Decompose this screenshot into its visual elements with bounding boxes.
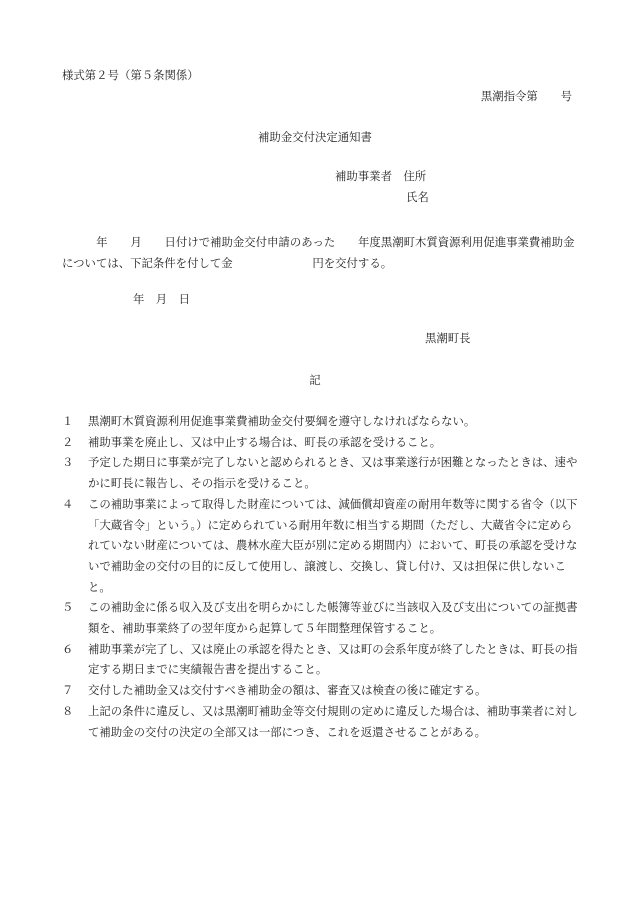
condition-text: 交付した補助金又は交付すべき補助金の額は、審査又は検査の後に確定する。 <box>88 683 487 698</box>
condition-text: この補助事業によって取得した財産については、減価償却資産の耐用年数等に関する省令（以下「大蔵省令」という。）に定められている耐用年数に相当する期間（ただし、大蔵省令に定められていない財産については、農林水産大臣が別に定める期間内）において、町長の承認を受けないで補助金の交付の目的に反して使用し、譲渡し、交換し、貸し付け、又は担保に供しないこと。 <box>88 496 578 594</box>
condition-text: 補助事業を廃止し、又は中止する場合は、町長の承認を受けること。 <box>88 434 442 449</box>
condition-text: 上記の条件に違反し、又は黒潮町補助金等交付規則の定めに違反した場合は、補助事業者に対して補助金の交付の決定の全部又は一部につき、これを返還させることがある。 <box>88 703 578 739</box>
document-number: 黒潮指令第 号 <box>480 89 572 103</box>
condition-item <box>62 411 582 432</box>
condition-item <box>62 680 582 701</box>
condition-item <box>62 452 582 493</box>
conditions-list <box>62 411 582 742</box>
recipient-label: 補助事業者 <box>335 169 392 183</box>
condition-number: ８ <box>62 703 74 718</box>
condition-text: この補助金に係る収入及び支出を明らかにした帳簿等並びに当該収入及び支出についての証拠書類を、補助事業終了の翌年度から起算して５年間整理保管すること。 <box>88 600 578 636</box>
recipient-address-line <box>335 170 426 184</box>
condition-number: ３ <box>62 455 74 470</box>
condition-item <box>62 432 582 453</box>
ki-heading: 記 <box>309 373 321 387</box>
condition-number: ５ <box>62 600 74 615</box>
condition-number: ４ <box>62 496 74 511</box>
condition-item <box>62 597 582 638</box>
condition-text: 補助事業が完了し、又は廃止の承認を得たとき、又は町の会系年度が終了したときは、町長の指定する期日までに実績報告書を提出すること。 <box>88 641 578 677</box>
body-paragraph: 年 月 日付けで補助金交付申請のあった 年度黒潮町木質資源利用促進事業費補助金については、下記条件を付して金 円を交付する。 <box>62 235 575 270</box>
condition-number: １ <box>62 414 74 428</box>
condition-item <box>62 701 582 742</box>
signatory: 黒潮町長 <box>425 331 471 345</box>
address-label: 住所 <box>403 169 427 183</box>
issue-date: 年 月 日 <box>133 292 190 306</box>
condition-number: ７ <box>62 683 74 698</box>
condition-text: 予定した期日に事業が完了しないと認められるとき、又は事業遂行が困難となったときは、速やかに町長に報告し、その指示を受けること。 <box>88 455 578 491</box>
name-label: 氏名 <box>406 190 429 204</box>
condition-text: 黒潮町木質資源利用促進事業費補助金交付要綱を遵守しなければならない。 <box>88 414 476 428</box>
condition-number: ２ <box>62 434 74 449</box>
document-title: 補助金交付決定通知書 <box>258 130 372 144</box>
condition-item <box>62 639 582 680</box>
form-number: 様式第２号（第５条関係） <box>62 68 199 82</box>
condition-item <box>62 494 582 598</box>
condition-number: ６ <box>62 641 74 656</box>
